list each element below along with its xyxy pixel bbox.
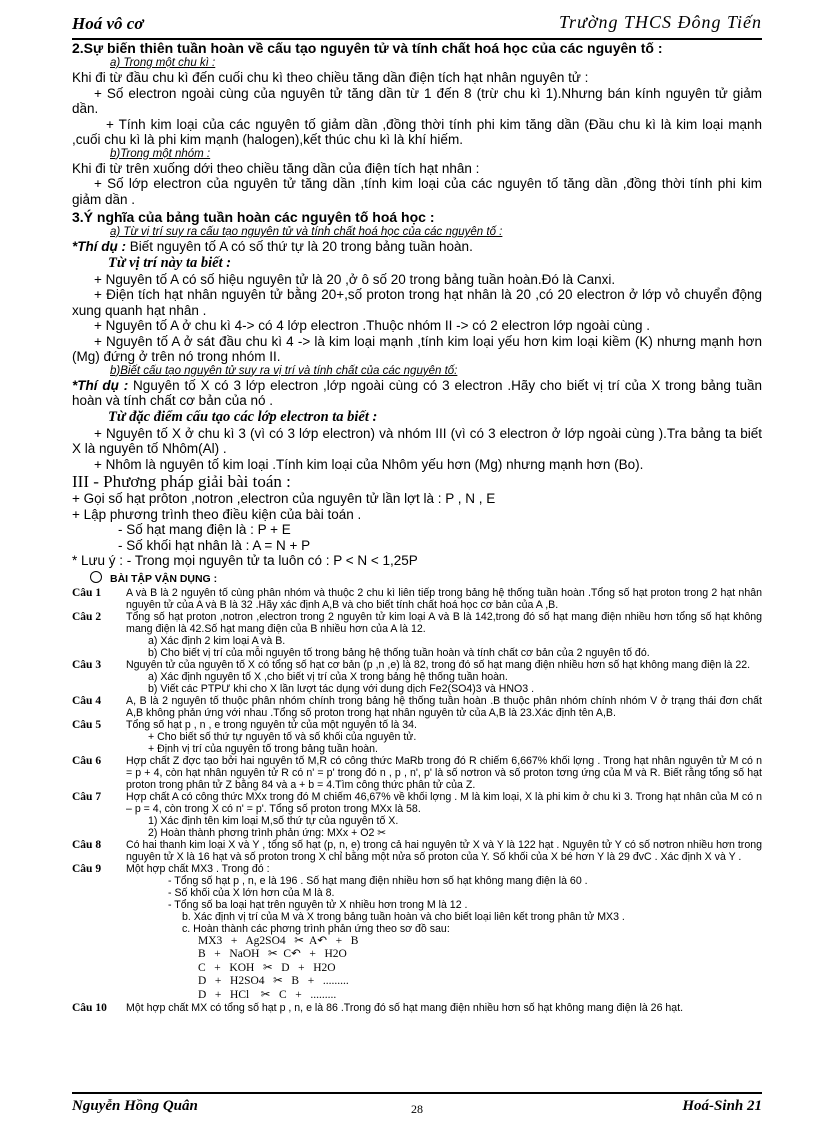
- section-2b-intro: Khi đi từ trên xuống dới theo chiều tăng dần của điện tích hạt nhân :: [72, 160, 480, 176]
- exercise-6-number: Câu 6: [72, 754, 102, 767]
- exercise-8-text: Có hai thanh kim loại X và Y , tổng số hạt (p, n, e) trong cả hai nguyên tử X và Y là 122 hạt . Nguyên tử Y có số nơtron nhiều hơn trong nguyên tử X là 16 hạt và số proton trong X chỉ bằng một nửa số proton của Y. Số khối của X bé hơn Y là 29 đvC . Xác định X và Y .: [126, 838, 762, 863]
- section-2a-point-2: + Tính kim loại của các nguyên tố giảm dần ,đồng thời tính phi kim tăng dần (Đầu chu kì là kim loại mạnh ,cuối chu kì là phi kim mạnh (halogen),kết thúc chu kì là khí hiếm.: [72, 116, 762, 147]
- exercise-5-number: Câu 5: [72, 718, 102, 731]
- exercise-6: [72, 755, 762, 791]
- example-1-subheading: Từ vị trí này ta biết :: [108, 254, 232, 271]
- exercise-3-part-a: a) Xác định nguyên tố X ,cho biết vị trí của X trong bảng hệ thống tuần hoàn.: [148, 670, 508, 683]
- section-3-title: 3.Ý nghĩa của bảng tuần hoàn các nguyên tố hoá học :: [72, 209, 435, 225]
- example-2-point-1: + Nguyên tố X ở chu kì 3 (vì có 3 lớp electron) và nhóm III (vì có 3 electron ở lớp ngoài cùng ).Tra bảng ta biết X là nguyên tố Nhôm(Al) .: [72, 425, 762, 456]
- section-2b-title: b)Trong một nhóm :: [110, 147, 211, 160]
- exercise-1-number: Câu 1: [72, 586, 102, 599]
- exercise-7-text: Hợp chất A có công thức MXx trong đó M chiếm 46,67% về khối lợng . M là kim loại, X là phi kim ở chu kì 3. Trong hạt nhân của M có n – p = 4, còn trong X có n' = p'. Tổng số proton trong MXx là 58.: [126, 790, 762, 815]
- exercise-1: [72, 587, 762, 611]
- exercise-4: [72, 695, 762, 719]
- exercise-5-part-b: + Định vị trí của nguyên tố trong bảng tuần hoàn.: [148, 742, 378, 755]
- exercise-7: [72, 791, 762, 815]
- page-footer: [72, 1092, 762, 1120]
- reaction-scheme-5: D + HCl ✂ C + .........: [198, 988, 337, 1001]
- exercises-title-text: BÀI TẬP VẬN DỤNG :: [110, 572, 218, 585]
- header-school: Trường THCS Đông Tiến: [559, 12, 762, 32]
- exercise-7-part-2: 2) Hoàn thành phơng trình phản ứng: MXx + O2 ✂: [148, 826, 387, 839]
- exercise-2-part-b: b) Cho biết vị trí của mỗi nguyên tố trong bảng hệ thống tuần hoàn và tính chất cơ bản của 2 nguyên tố đó.: [148, 646, 650, 659]
- footer-class: Hoá-Sinh 21: [682, 1098, 762, 1114]
- example-1-point-4: + Nguyên tố A ở sát đầu chu kì 4 -> là kim loại mạnh ,tính kim loại yếu hơn kim loại kiềm (K) nhưng mạnh hơn (Mg) đứng ở trên nó trong nhóm II.: [72, 333, 762, 364]
- exercise-2: [72, 611, 762, 635]
- example-1-point-2: + Điện tích hạt nhân nguyên tử bằng 20+,số proton trong hạt nhân là 20 ,có 20 electron ở lớp vỏ chuyển động xung quanh hạt nhân .: [72, 287, 762, 318]
- example-1-point-3: + Nguyên tố A ở chu kì 4-> có 4 lớp electron .Thuộc nhóm II -> có 2 electron lớp ngoài cùng .: [94, 318, 650, 333]
- exercise-10-number: Câu 10: [72, 1002, 107, 1014]
- exercise-5: [72, 719, 762, 731]
- exercise-3-number: Câu 3: [72, 658, 102, 671]
- exercise-4-number: Câu 4: [72, 694, 102, 707]
- section-iii-title: III - Phương pháp giải bài toán :: [72, 472, 291, 491]
- method-line-1: + Gọi số hạt prôton ,notron ,electron của nguyên tử lần lợt là : P , N , E: [72, 491, 496, 506]
- example-2-subheading: Từ đặc điểm cấu tạo các lớp electron ta biết :: [108, 408, 378, 425]
- exercise-8: [72, 839, 762, 863]
- exercise-9-line-2: - Số khối của X lớn hơn của M là 8.: [168, 886, 335, 899]
- exercise-9-number: Câu 9: [72, 862, 102, 875]
- exercise-9-line-1: - Tổng số hạt p , n, e là 196 . Số hạt mang điện nhiều hơn số hạt không mang điện là 60 .: [168, 874, 588, 887]
- method-note: * Lưu ý : - Trong mọi nguyên tử ta luôn có : P < N < 1,25P: [72, 553, 418, 568]
- method-formula-2: - Số khối hạt nhân là : A = N + P: [118, 537, 311, 553]
- exercise-9-part-b: b. Xác định vị trí của M và X trong bảng tuần hoàn và cho biết loại liên kết trong phân tử MX3 .: [182, 910, 625, 923]
- example-2-point-2: + Nhôm là nguyên tố kim loại .Tính kim loại của Nhôm yếu hơn (Mg) nhưng mạnh hơn (Bo).: [94, 456, 644, 472]
- exercise-6-text: Hợp chất Z đợc tạo bởi hai nguyên tố M,R có công thức MaRb trong đó R chiếm 6,667% khối lợng . Trong hạt nhân nguyên tử M có n = p + 4, còn hạt nhân nguyên tử R có n' = p' trong đó n , p , n', p' là số nơtron và số proton tơng ứng của M và R. Biết rằng tổng số hạt proton trong phân tử Z bằng 84 và a + b = 4.Tìm công thức phân tử của Z.: [126, 754, 762, 791]
- exercise-2-number: Câu 2: [72, 610, 102, 623]
- section-2-title: 2.Sự biến thiên tuần hoàn về cấu tạo nguyên tử và tính chất hoá học của các nguyên tố :: [72, 40, 663, 56]
- section-3a-title: a) Từ vị trí suy ra cấu tạo nguyên tử và tính chất hoá học của các nguyên tố :: [110, 226, 503, 238]
- reaction-scheme-1: MX3 + Ag2SO4 ✂ A↶ + B: [198, 934, 359, 947]
- exercise-9: [72, 863, 762, 875]
- reaction-scheme-4: D + H2SO4 ✂ B + .........: [198, 975, 349, 987]
- exercise-3-part-b: b) Viết các PTPƯ khi cho X lần lượt tác dụng với dung dịch Fe2(SO4)3 và HNO3 .: [148, 682, 535, 695]
- exercise-5-text: Tổng số hạt p , n , e trong nguyên tử của một nguyên tố là 34.: [126, 718, 417, 731]
- exercise-5-part-a: + Cho biết số thứ tự nguyên tố và số khối của nguyên tử.: [148, 730, 417, 743]
- section-2a-intro: Khi đi từ đầu chu kì đến cuối chu kì theo chiều tăng dần điện tích hạt nhân nguyên tử :: [72, 70, 589, 85]
- exercise-10-text: Một hợp chất MX có tổng số hạt p , n, e là 86 .Trong đó số hạt mang điện nhiều hơn số hạt không mang điện là 26 hạt.: [126, 1002, 684, 1014]
- page-content: [72, 40, 762, 1014]
- example-1-point-1: + Nguyên tố A có số hiệu nguyên tử là 20 ,ở ô số 20 trong bảng tuần hoàn.Đó là Canxi.: [94, 271, 616, 287]
- reaction-scheme-2: B + NaOH ✂ C↶ + H2O: [198, 948, 347, 960]
- exercise-2-part-a: a) Xác định 2 kim loại A và B.: [148, 634, 286, 647]
- exercise-9-part-c: c. Hoàn thành các phơng trình phản ứng theo sơ đồ sau:: [182, 922, 450, 935]
- example-1-text: Biết nguyên tố A có số thứ tự là 20 trong bảng tuần hoàn.: [126, 239, 473, 254]
- method-formula-1: - Số hạt mang điện là : P + E: [118, 522, 291, 537]
- exercise-9-line-3: - Tổng số ba loại hạt trên nguyên tử X nhiều hơn trong M là 12 .: [168, 898, 468, 911]
- header-subject: Hoá vô cơ: [72, 14, 144, 33]
- exercise-3-text: Nguyên tử của nguyên tố X có tổng số hạt cơ bản (p ,n ,e) là 82, trong đó số hạt mang điện nhiều hơn số hạt không mang điện là 22.: [126, 658, 751, 671]
- section-2b-point-1: + Số lớp electron của nguyên tử tăng dần ,tính kim loại của các nguyên tố tăng dần ,đồng thời tính phi kim giảm dần .: [72, 176, 762, 207]
- section-3b-title: b)Biết cấu tạo nguyên tử suy ra vị trí và tính chất của các nguyên tố:: [110, 364, 458, 377]
- example-1: [72, 239, 762, 255]
- exercise-1-text: A và B là 2 nguyên tố cùng phân nhóm và thuộc 2 chu kì liên tiếp trong bảng hệ thống tuần hoàn .Tổng số hạt proton trong 2 hạt nhân nguyên tử của A và B là 32 .Hãy xác định A,B và cho biết tính chất hoá học cơ bản của A ,B.: [126, 586, 762, 611]
- example-2: [72, 378, 762, 409]
- exercise-2-text: Tổng số hạt proton ,notron ,electron trong 2 nguyên tử kim loại A và B là 142,trong đó số hạt mang điện nhiều hơn tổng số hạt không mang điện là 42.Số hạt mang điện của B nhiều hơn của A là 12.: [126, 610, 762, 635]
- method-line-2: + Lập phương trình theo điều kiện của bài toán .: [72, 506, 362, 522]
- exercises-title: [90, 571, 762, 586]
- example-2-text: Nguyên tố X có 3 lớp electron ,lớp ngoài cùng có 3 electron .Hãy cho biết vị trí của X trong bảng tuần hoàn và tính chất cơ bản của nó .: [72, 377, 762, 408]
- bullet-circle-icon: [90, 571, 102, 583]
- exercise-8-number: Câu 8: [72, 838, 102, 851]
- footer-page-number: 28: [411, 1102, 423, 1116]
- example-1-label: *Thí dụ :: [72, 239, 126, 254]
- exercise-4-text: A, B là 2 nguyên tố thuộc phân nhóm chính trong bảng hệ thống tuần hoàn .B thuộc phân nhóm chính nhóm V ở trạng thái đơn chất A,B không phản ứng với nhau .Tổng số proton trong hạt nhân nguyên tử của A,B là 23.Xác định tên A,B.: [126, 694, 762, 719]
- reaction-scheme-3: C + KOH ✂ D + H2O: [198, 961, 336, 974]
- footer-author: Nguyễn Hồng Quân: [72, 1098, 198, 1114]
- exercise-7-number: Câu 7: [72, 790, 102, 803]
- exercise-7-part-1: 1) Xác định tên kim loại M,số thứ tự của nguyên tố X.: [148, 814, 399, 827]
- exercise-3: [72, 659, 762, 671]
- section-2a-point-1: + Số electron ngoài cùng của nguyên tử tăng dần từ 1 đến 8 (trừ chu kì 1).Nhưng bán kính nguyên tử giảm dần.: [72, 85, 762, 116]
- example-2-label: *Thí dụ :: [72, 377, 129, 393]
- exercise-9-text: Một hợp chất MX3 . Trong đó :: [126, 862, 270, 875]
- section-2a-title: a) Trong một chu kì :: [110, 57, 216, 69]
- page-header: [72, 12, 762, 40]
- exercise-10: [72, 1002, 762, 1014]
